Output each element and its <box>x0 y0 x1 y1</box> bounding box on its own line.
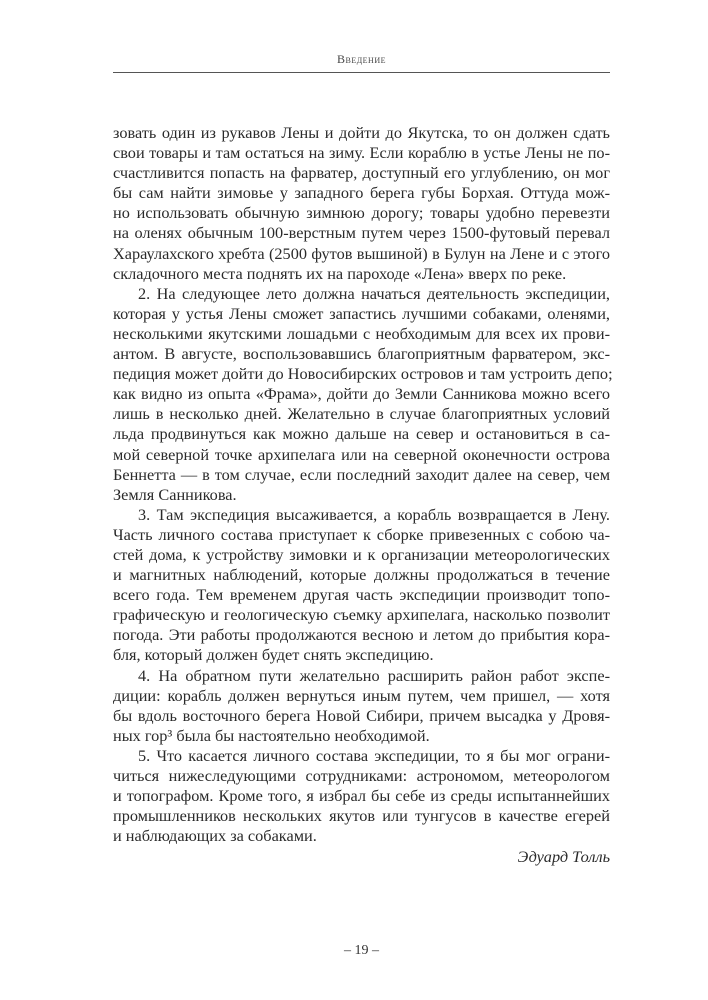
paragraph <box>113 746 610 846</box>
text-line: 2. На следующее лето должна начаться деятельность экспедиции, <box>138 283 610 303</box>
signature: Эдуард Толль <box>517 847 610 867</box>
header-rule <box>113 72 610 73</box>
text-line: зовать один из рукавов Лены и дойти до Якутска, то он должен сдать <box>113 123 610 142</box>
text-line: на оленях обычным 100-верстным путем через 1500-футовый перевал <box>113 223 610 243</box>
text-line: и магнитных наблюдений, которые должны продолжаться в течение <box>113 565 610 585</box>
text-line: Беннетта — в том случае, если последний заходит далее на север, чем <box>113 464 610 484</box>
text-line: но использовать обычную зимнюю дорогу; товары удобно перевезти <box>113 203 610 223</box>
text-line: диции: корабль должен вернуться иным путем, чем пришел, — хотя <box>113 685 610 705</box>
text-line: мой северной точке архипелага или на северной оконечности острова <box>113 444 610 464</box>
text-line: 4. На обратном пути желательно расширить район работ экспе- <box>138 665 610 685</box>
text-line: Земля Санникова. <box>113 484 237 504</box>
text-line: несколькими якутскими лошадьми с необходимым для всех их прови- <box>113 323 610 343</box>
text-line: 3. Там экспедиция высаживается, а корабль возвращается в Лену. <box>138 504 610 524</box>
text-line: ных гор³ была бы настоятельно необходимой. <box>113 725 430 745</box>
text-line: антом. В августе, воспользовавшись благоприятным фарватером, экс- <box>113 344 610 364</box>
text-line: 5. Что касается личного состава экспедиции, то я бы мог ограни- <box>138 745 610 765</box>
text-line: как видно из опыта «Фрама», дойти до Земли Санникова можно всего <box>113 384 610 404</box>
text-line: складочного места поднять их на пароходе «Лена» вверх по реке. <box>113 263 567 283</box>
text-line: всего года. Тем временем другая часть экспедиции производит топо- <box>113 585 610 605</box>
text-line: педиция может дойти до Новосибирских островов и там устроить депо; <box>113 364 613 384</box>
text-line: стей дома, к устройству зимовки и к организации метеорологических <box>113 544 610 564</box>
text-line: погода. Эти работы продолжаются весною и летом до прибытия кора- <box>113 625 610 645</box>
text-line: графическую и геологическую съемку архипелага, насколько позволит <box>113 605 610 625</box>
text-line: льда продвинуться как можно дальше на север и остановиться в са- <box>113 424 610 444</box>
text-line: и топографом. Кроме того, я избрал бы себе из среды испытаннейших <box>113 786 610 806</box>
text-line: лишь в несколько дней. Желательно в случае благоприятных условий <box>113 404 610 424</box>
text-line: читься нижеследующими сотрудниками: астрономом, метеорологом <box>113 766 610 785</box>
paragraph <box>113 283 613 505</box>
text-line: свои товары и там остаться на зиму. Если кораблю в устье Лены не по- <box>113 143 610 163</box>
text-line: бля, который должен будет снять экспедицию. <box>113 645 434 665</box>
paragraph <box>113 123 610 284</box>
text-line: счастливится попасть на фарватер, доступный его углублению, он мог <box>113 163 610 183</box>
text-line: Хараулахского хребта (2500 футов вышиной) в Булун на Лене и с этого <box>113 243 610 263</box>
page-number: – 19 – <box>344 943 379 958</box>
page-body <box>113 123 613 868</box>
paragraph <box>113 666 610 746</box>
text-line: которая у устья Лены сможет запастись лучшими собаками, оленями, <box>113 303 610 323</box>
text-line: Часть личного состава приступает к сборке привезенных с собою ча- <box>113 524 610 544</box>
text-line: бы вдоль восточного берега Новой Сибири, причем высадка у Дровя- <box>113 705 610 725</box>
text-line: и наблюдающих за собаками. <box>113 826 317 846</box>
paragraph <box>113 505 610 666</box>
text-line: бы сам найти зимовье у западного берега губы Борхая. Оттуда мож- <box>113 183 610 203</box>
text-line: промышленников нескольких якутов или тунгусов в качестве егерей <box>113 806 610 826</box>
running-header: Введение <box>336 52 386 66</box>
